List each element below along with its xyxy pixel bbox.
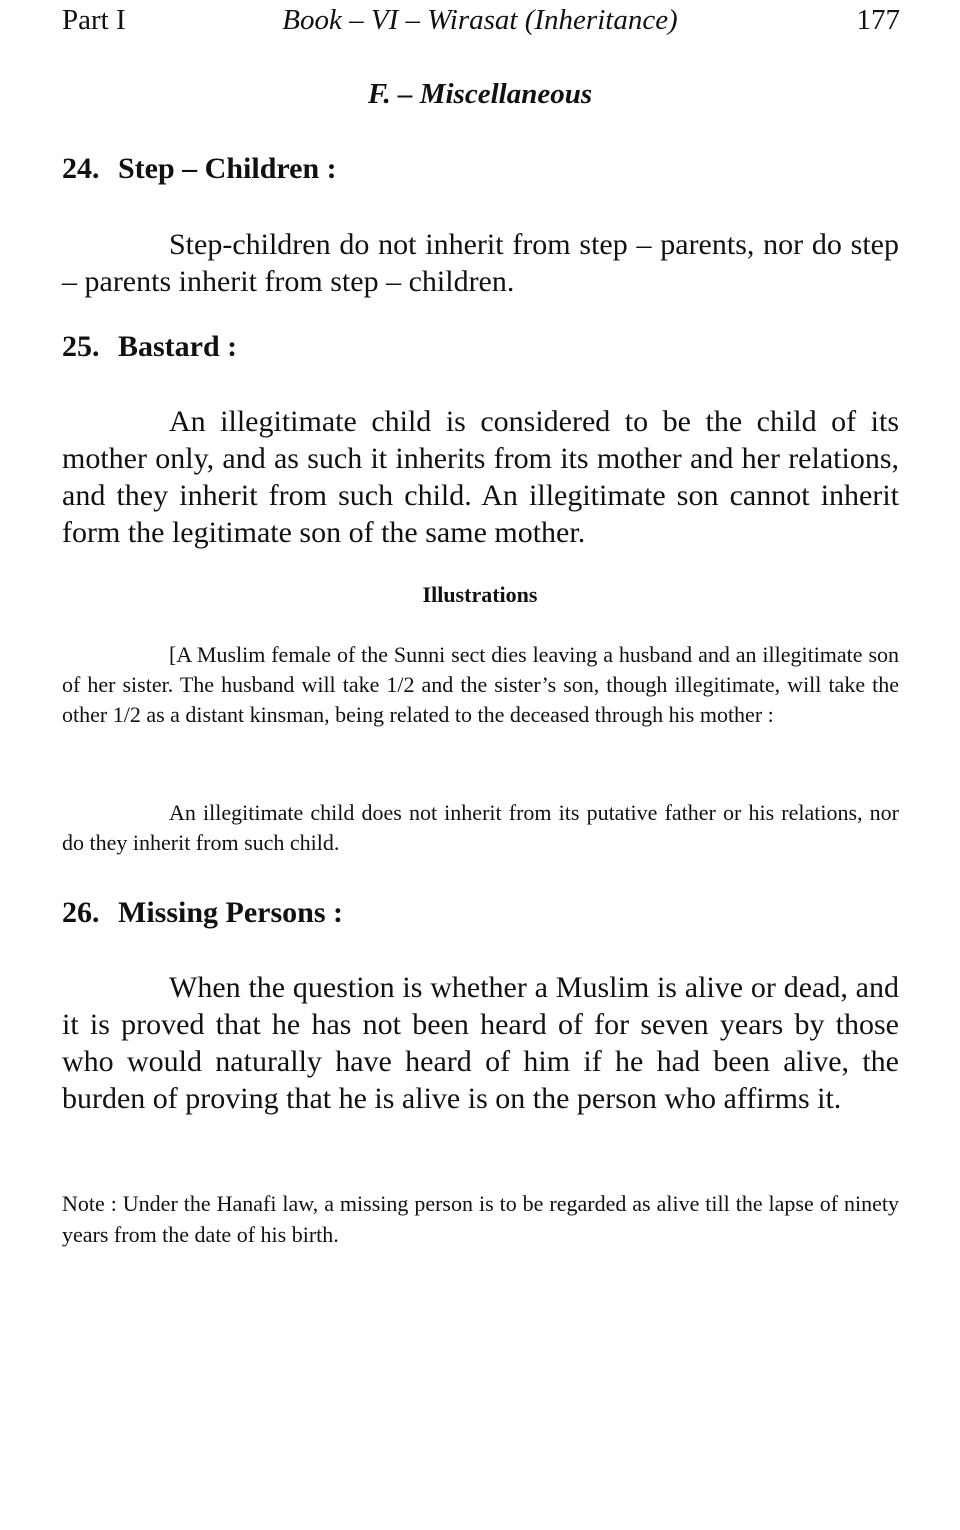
paragraph-missing-persons: When the question is whether a Muslim is alive or dead, and it is proved that he has not been heard of for seven years by those who would naturally have heard of him if he had been alive, the burden of proving that he is alive is on the person who affirms it. xyxy=(62,971,899,1115)
header-part: Part I xyxy=(62,4,126,36)
illustration-paragraph-2: An illegitimate child does not inherit from its putative father or his relations, nor do they inherit from such child. xyxy=(62,800,899,855)
heading-title: Step – Children : xyxy=(118,152,337,185)
heading-step-children xyxy=(62,152,337,186)
paragraph-bastard: An illegitimate child is considered to be the child of its mother only, and as such it inherits from its mother and her relations, and they inherit from such child. An illegitimate son cannot inherit form the legitimate son of the same mother. xyxy=(62,405,899,549)
heading-missing-persons xyxy=(62,896,343,930)
header-book-title: Book – VI – Wirasat (Inheritance) xyxy=(282,4,678,36)
illustrations-title: Illustrations xyxy=(422,582,538,607)
heading-bastard xyxy=(62,330,237,364)
paragraph-step-children: Step-children do not inherit from step – parents, nor do step – parents inherit from step – children. xyxy=(62,228,899,298)
page-number: 177 xyxy=(856,4,900,36)
illustration-paragraph-1: [A Muslim female of the Sunni sect dies leaving a husband and an illegitimate son of her sister. The husband will take 1/2 and the sister’s son, though illegitimate, will take the other 1/2 as a distant kinsman, being related to the deceased through his mother : xyxy=(62,642,899,727)
heading-title: Bastard : xyxy=(118,330,238,363)
heading-title: Missing Persons : xyxy=(118,896,343,929)
section-heading: F. – Miscellaneous xyxy=(367,78,593,110)
heading-number: 26. xyxy=(62,896,100,929)
note-paragraph: Note : Under the Hanafi law, a missing person is to be regarded as alive till the lapse of ninety years from the date of his birth. xyxy=(62,1191,899,1247)
heading-number: 25. xyxy=(62,330,100,363)
heading-number: 24. xyxy=(62,152,100,185)
